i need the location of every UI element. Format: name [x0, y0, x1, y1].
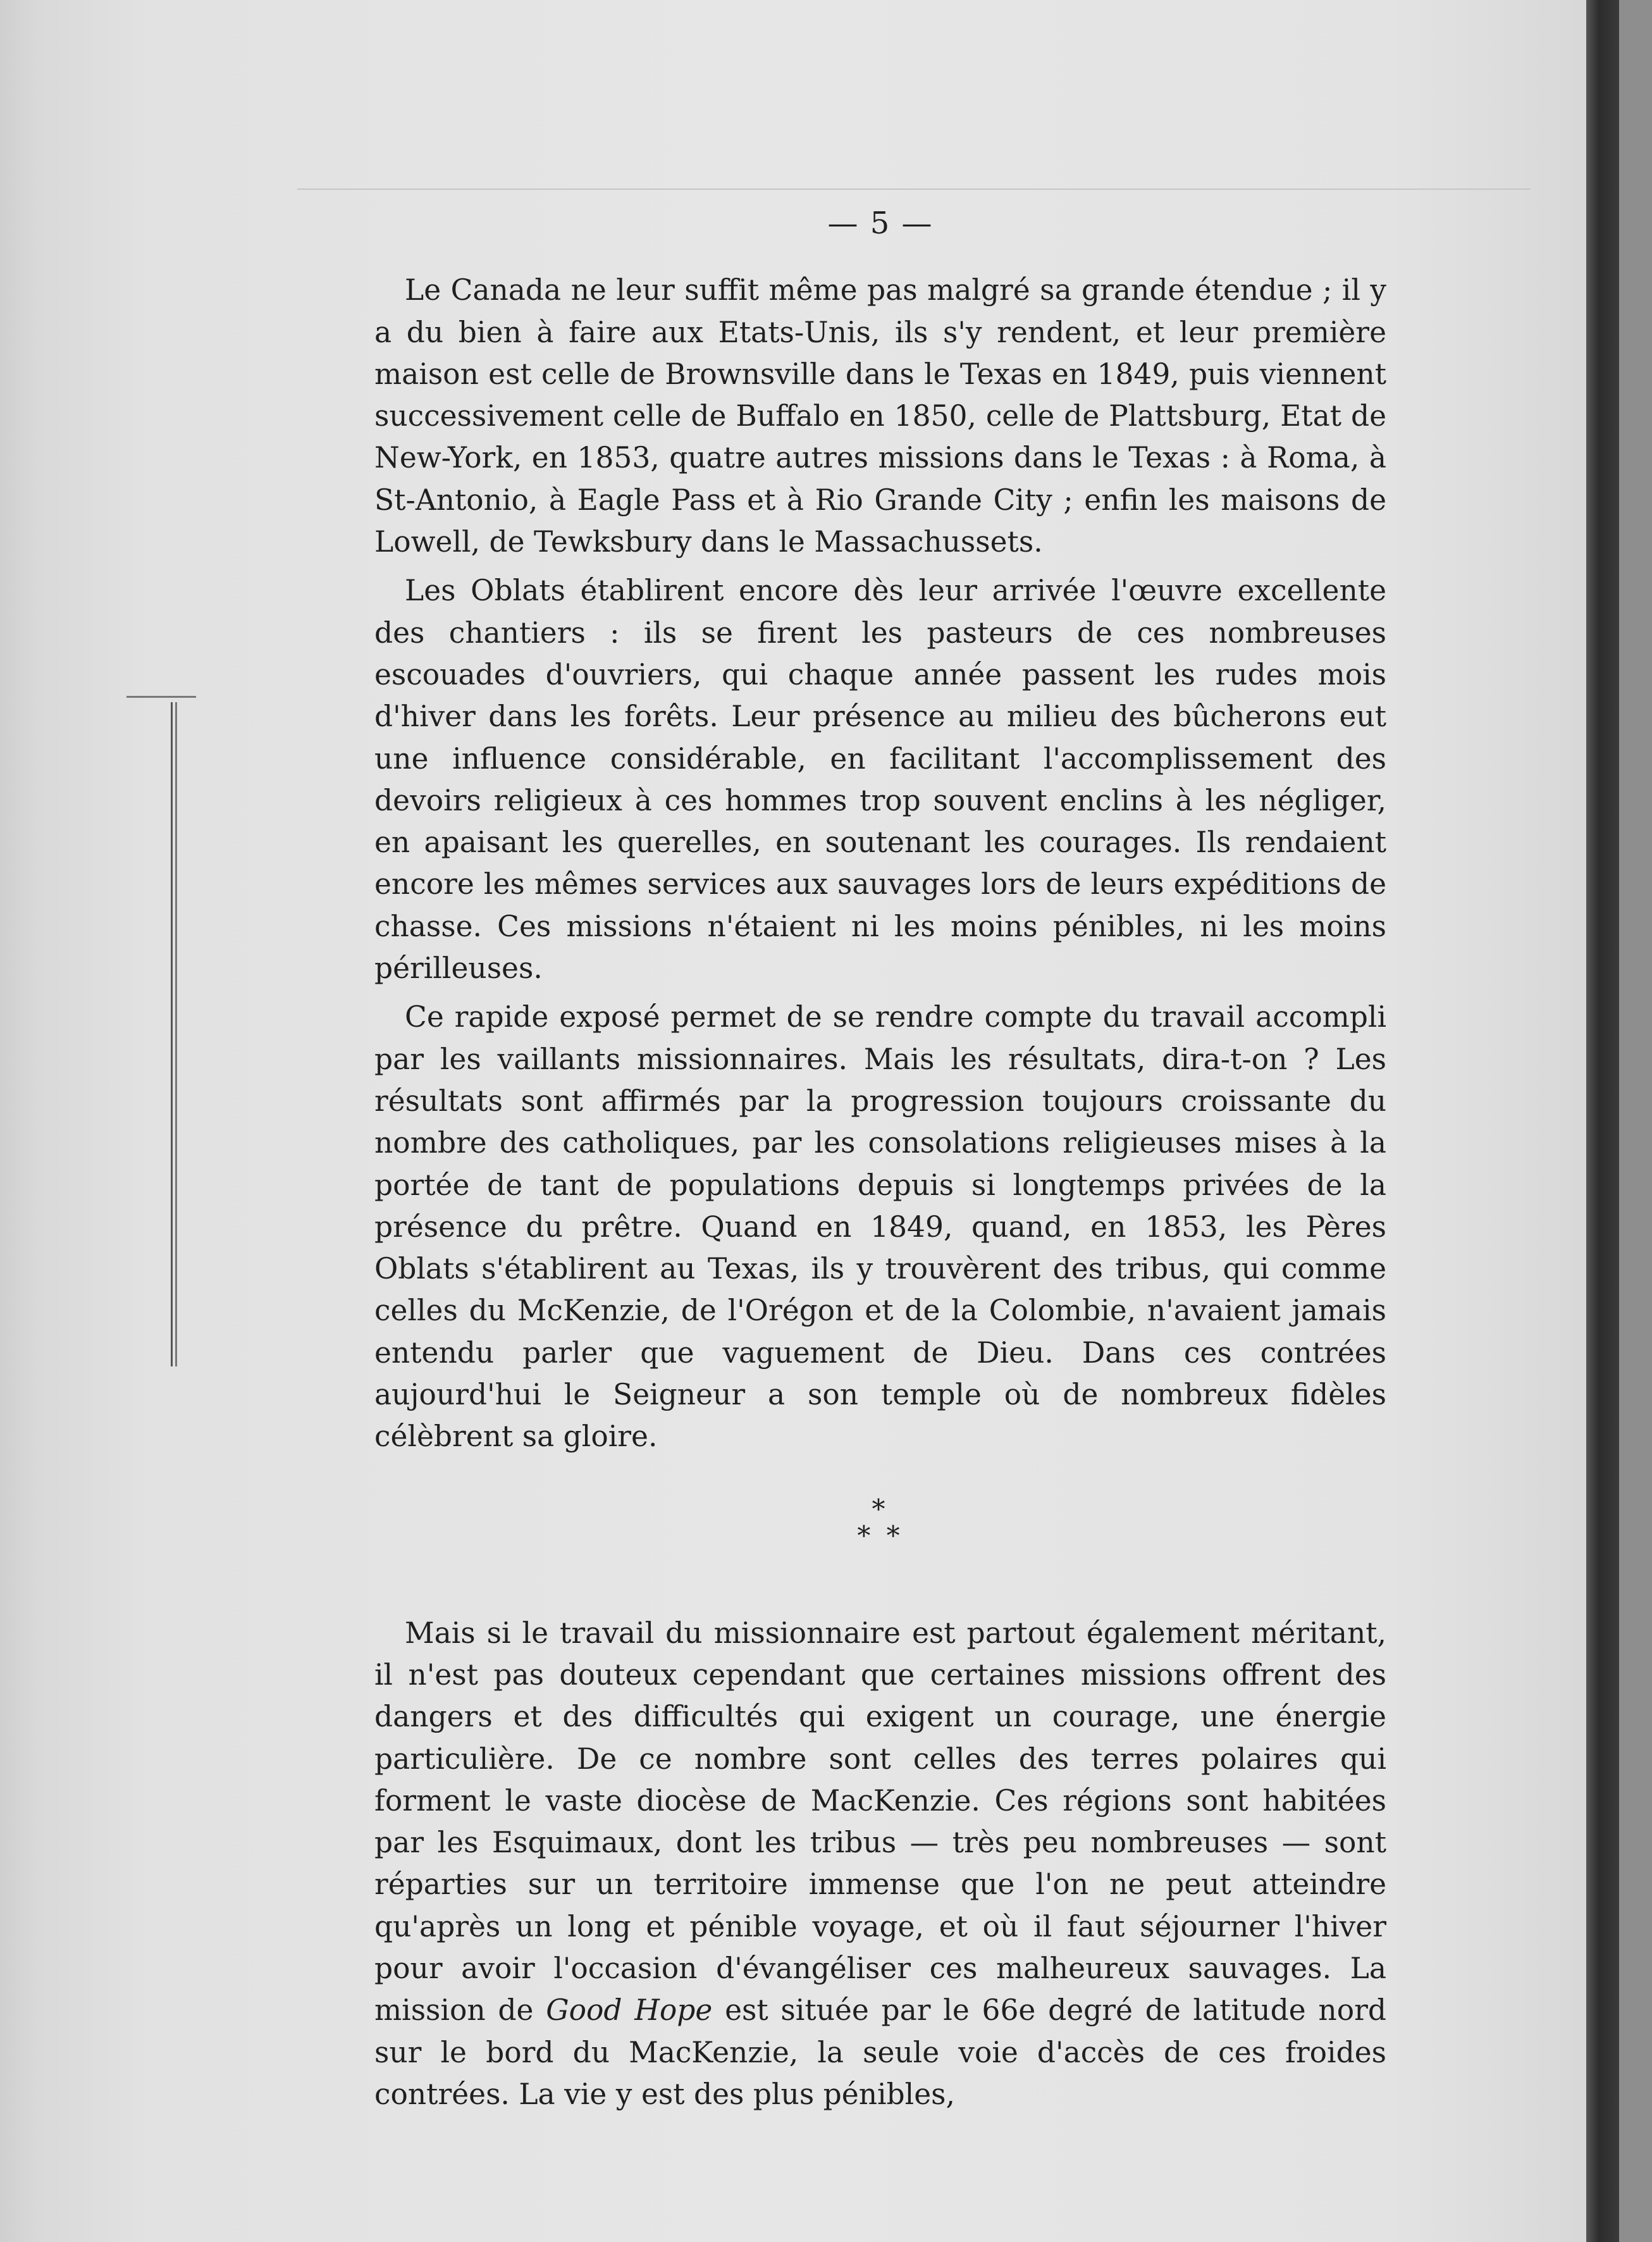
- page-number: — 5 —: [827, 206, 934, 241]
- paragraph-4-text-b: est située par le 66e degré de latitude nord sur le bord du MacKenzie, la seule voie d'accès de ces froides contrées. La vie y est des plus pénibles,: [374, 1993, 1386, 2111]
- paragraph-4-text-a: Mais si le travail du missionnaire est partout également méritant, il n'est pas douteux cependant que certaines missions offrent des dangers et des difficultés qui exigent un courage, une énergie particulière. De ce nombre sont celles des terres polaires qui forment le vaste diocèse de MacKenzie. Ces régions sont habitées par les Esquimaux, dont les tribus — très peu nombreuses — sont réparties sur un territoire immense que l'on ne peut atteindre qu'après un long et pénible voyage, et où il faut séjourner l'hiver pour avoir l'occasion d'évangéliser ces malheureux sauvages. La mission de: [374, 1616, 1386, 2028]
- page-text: [374, 202, 1386, 2122]
- paragraph-3: Ce rapide exposé permet de se rendre compte du travail accompli par les vaillants missionnaires. Mais les résultats, dira-t-on ? Les résultats sont affirmés par la progression toujours croissante du nombre des catholiques, par les consolations religieuses mises à la portée de tant de populations depuis si longtemps privées de la présence du prêtre. Quand en 1849, quand, en 1853, les Pères Oblats s'établirent au Texas, ils y trouvèrent des tribus, qui comme celles du McKenzie, de l'Orégon et de la Colombie, n'avaient jamais entendu parler que vaguement de Dieu. Dans ces contrées aujourd'hui le Seigneur a son temple où de nombreux fidèles célèbrent sa gloire.: [374, 1000, 1386, 1454]
- top-rule: [297, 189, 1531, 190]
- section-separator: [374, 1493, 1386, 1551]
- separator-top-star: *: [872, 1493, 889, 1525]
- separator-bottom-stars: * *: [857, 1520, 904, 1551]
- paragraph-4-italic: Good Hope: [546, 1993, 713, 2028]
- paragraph-1: Le Canada ne leur suffit même pas malgré sa grande étendue ; il y a du bien à faire aux Etats-Unis, ils s'y rendent, et leur première maison est celle de Brownsville dans le Texas en 1849, puis viennent successivement celle de Buffalo en 1850, celle de Plattsburg, Etat de New-York, en 1853, quatre autres missions dans le Texas : à Roma, à St-Antonio, à Eagle Pass et à Rio Grande City ; enfin les maisons de Lowell, de Tewksbury dans le Massachussets.: [374, 273, 1386, 559]
- page-edge-shadow: [1586, 0, 1619, 2242]
- paragraph-4: [374, 1613, 1386, 2116]
- paragraph-2: Les Oblats établirent encore dès leur arrivée l'œuvre excellente des chantiers : ils se firent les pasteurs de ces nombreuses escouades d'ouvriers, qui chaque année passent les rudes mois d'hiver dans les forêts. Leur présence au milieu des bûcherons eut une influence considérable, en facilitant l'accomplissement des devoirs religieux à ces hommes trop souvent enclins à les négliger, en apaisant les querelles, en soutenant les courages. Ils rendaient encore les mêmes services aux sauvages lors de leurs expéditions de chasse. Ces missions n'étaient ni les moins pénibles, ni les moins périlleuses.: [374, 574, 1386, 986]
- margin-thread: [171, 702, 177, 1366]
- margin-thread-tick: [126, 696, 196, 698]
